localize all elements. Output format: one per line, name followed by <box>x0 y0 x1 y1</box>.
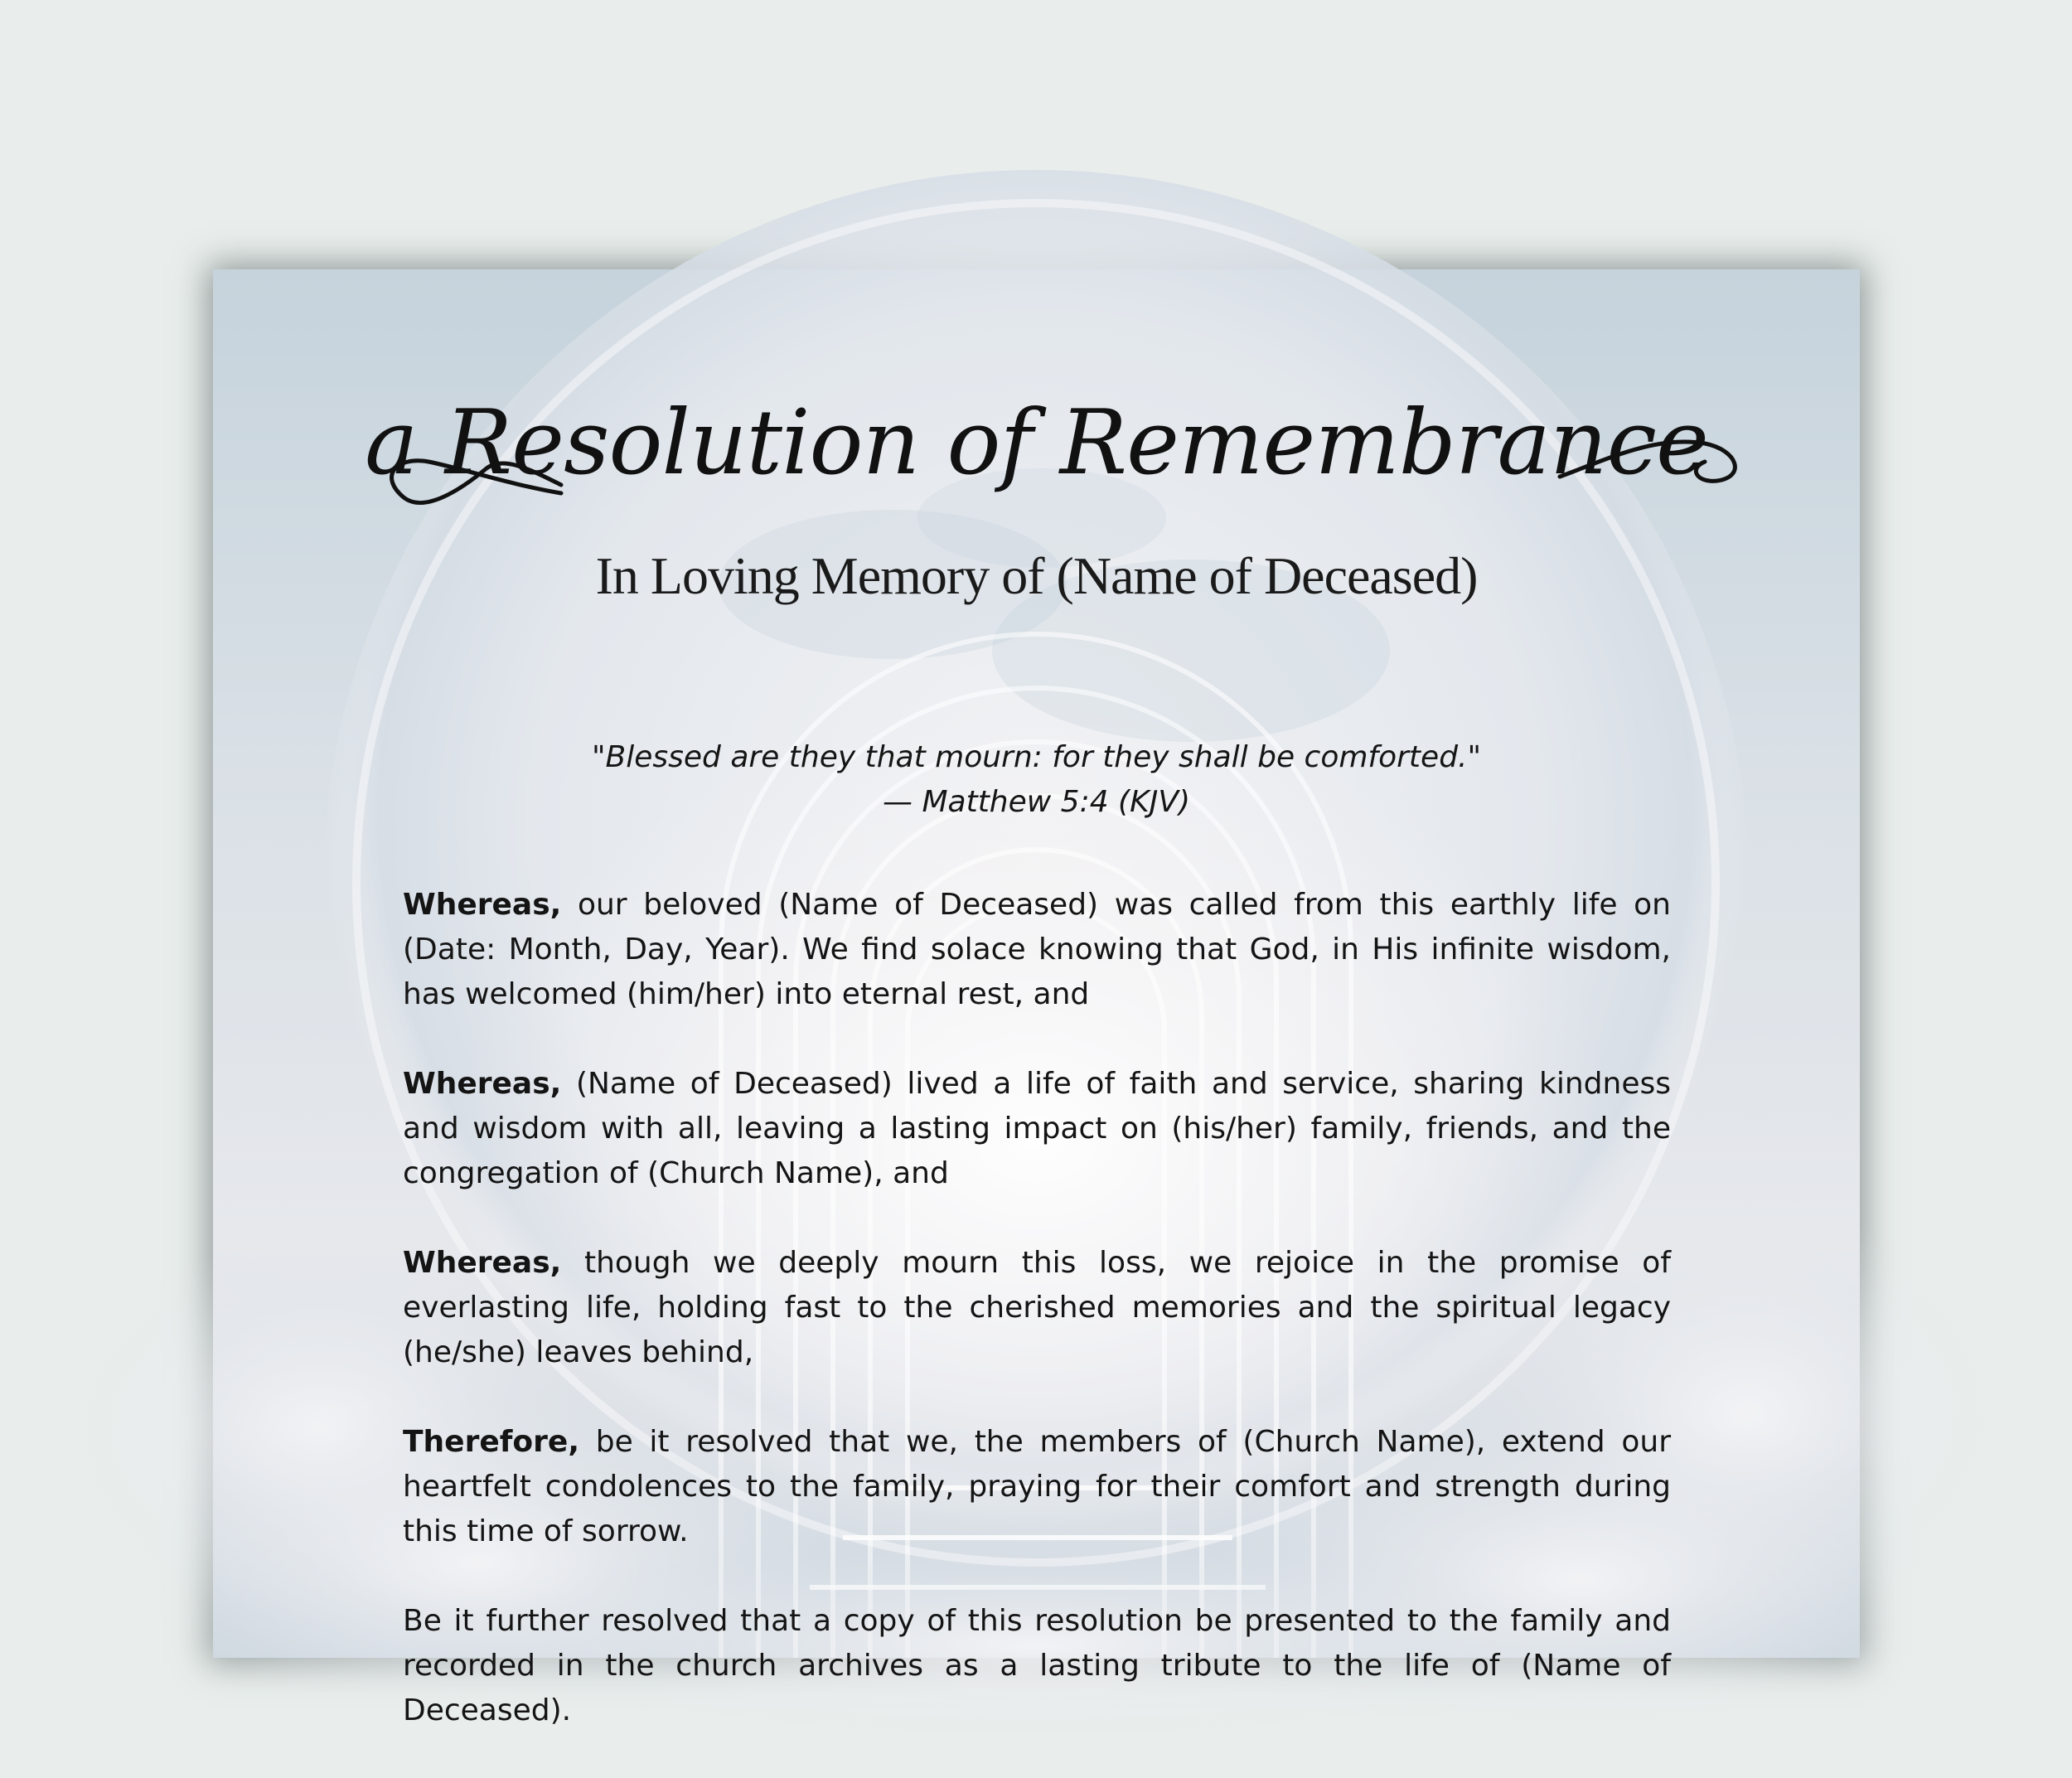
paragraph-text: though we deeply mourn this loss, we rejoice in the promise of everlasting life, holding fast to the cherished memories and the spiritual legacy (he/she) leaves behind, <box>403 1246 1671 1369</box>
verse-quote: "Blessed are they that mourn: for they shall be comforted." <box>591 740 1482 774</box>
paragraph <box>403 1420 1671 1554</box>
verse-citation: — Matthew 5:4 (KJV) <box>883 785 1190 819</box>
paragraph <box>403 1599 1671 1733</box>
paragraph-lead: Whereas, <box>403 1246 562 1280</box>
paragraph-lead: Whereas, <box>403 1067 562 1101</box>
document-subtitle: In Loving Memory of (Name of Deceased) <box>595 546 1478 605</box>
paragraph <box>403 1062 1671 1196</box>
paragraph <box>403 883 1671 1017</box>
paragraph-text: our beloved (Name of Deceased) was called from this earthly life on (Date: Month, Day, Year). We find solace knowing that God, in His infinite wisdom, has welcomed (him/her) into eternal rest, and <box>403 888 1671 1011</box>
scripture-verse <box>213 735 1860 825</box>
document-title: a Resolution of Remembrance <box>365 391 1708 495</box>
resolution-document <box>213 269 1860 1727</box>
paragraph-lead: Whereas, <box>403 888 562 922</box>
paragraph <box>403 1241 1671 1375</box>
paragraph-text: Be it further resolved that a copy of this resolution be presented to the family and recorded in the church archives as a lasting tribute to the life of (Name of Deceased). <box>403 1604 1671 1727</box>
paragraph-text: (Name of Deceased) lived a life of faith and service, sharing kindness and wisdom with all, leaving a lasting impact on (his/her) family, friends, and the congregation of (Church Name), and <box>403 1067 1671 1190</box>
paragraph-text: be it resolved that we, the members of (Church Name), extend our heartfelt condolences to the family, praying for their comfort and strength during this time of sorrow. <box>403 1425 1671 1548</box>
resolution-body <box>403 883 1671 1778</box>
paragraph-lead: Therefore, <box>403 1425 580 1459</box>
